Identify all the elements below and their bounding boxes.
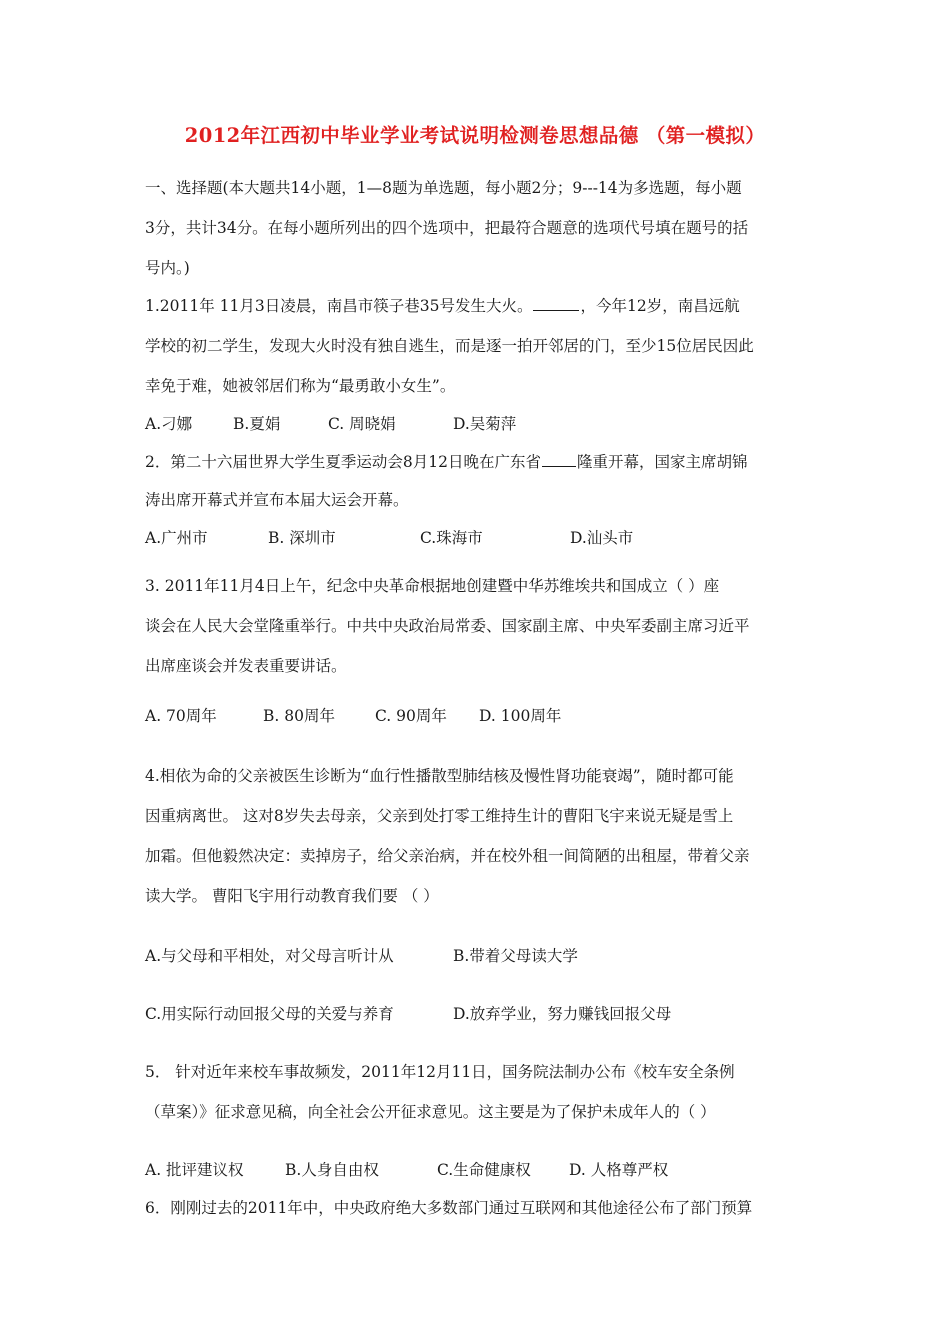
question-1-options [145,414,805,434]
question-2-options [145,528,805,548]
question-4-line-4: 读大学。 曹阳飞宇用行动教育我们要 （ ） [145,887,439,905]
option-d: D.汕头市 [570,529,634,547]
option-d: D. 100周年 [479,707,562,725]
question-2-line-2: 涛出席开幕式并宣布本届大运会开幕。 [145,491,409,509]
option-c: C.用实际行动回报父母的关爱与养育 [145,1005,394,1023]
option-b: B. 深圳市 [268,529,336,547]
answer-blank [542,452,576,467]
option-c: C. 90周年 [375,707,447,725]
question-6-line-1: 6．刚刚过去的2011年中，中央政府绝大多数部门通过互联网和其他途径公布了部门预算 [145,1199,753,1217]
option-b: B.人身自由权 [285,1161,379,1179]
question-2-line-1 [145,452,747,472]
question-3-line-1: 3. 2011年11月4日上午，纪念中央革命根据地创建暨中华苏维埃共和国成立（ ）座 [145,577,720,595]
question-5-line-2: （草案）》征求意见稿，向全社会公开征求意见。这主要是为了保护未成年人的（ ） [145,1103,716,1121]
question-2-text-b: 隆重开幕，国家主席胡锦 [576,453,748,471]
option-c: C.珠海市 [420,529,483,547]
exam-title: 2012年江西初中毕业学业考试说明检测卷思想品德 （第一模拟） [184,124,766,147]
option-a: A. 70周年 [145,707,217,725]
section-instructions-line-2: 3分，共计34分。在每小题所列出的四个选项中，把最符合题意的选项代号填在题号的括 [145,219,749,237]
question-4-line-3: 加霜。但他毅然决定：卖掉房子，给父亲治病，并在校外租一间简陋的出租屋，带着父亲 [145,847,750,865]
question-3-line-2: 谈会在人民大会堂隆重举行。中共中央政治局常委、国家副主席、中央军委副主席习近平 [145,617,750,635]
option-d: D. 人格尊严权 [569,1161,669,1179]
option-d: D.吴菊萍 [453,415,517,433]
question-3-options [145,706,805,726]
option-c: C.生命健康权 [437,1161,531,1179]
option-b: B. 80周年 [263,707,335,725]
question-3-line-3: 出席座谈会并发表重要讲话。 [145,657,347,675]
option-d: D.放弃学业，努力赚钱回报父母 [453,1005,672,1023]
question-4-line-1: 4.相依为命的父亲被医生诊断为“血行性播散型肺结核及慢性肾功能衰竭”，随时都可能 [145,767,734,785]
option-a: A.刁娜 [145,415,193,433]
question-5-options [145,1160,805,1180]
answer-blank [533,296,579,311]
question-4-line-2: 因重病离世。 这对8岁失去母亲，父亲到处打零工维持生计的曹阳飞宇来说无疑是雪上 [145,807,734,825]
option-a: A.广州市 [145,529,208,547]
option-a: A. 批评建议权 [145,1161,244,1179]
question-1-text-b: ，今年12岁，南昌远航 [580,297,740,315]
section-instructions-line-3: 号内。) [145,259,190,277]
question-4-options-row-1 [145,946,805,966]
section-instructions-line-1: 一、选择题(本大题共14小题，1—8题为单选题，每小题2分；9---14为多选题，每小题 [145,179,742,197]
option-b: B.带着父母读大学 [453,947,578,965]
question-1-text-a: 1.2011年 11月3日凌晨，南昌市筷子巷35号发生大火。 [145,297,533,315]
question-5-line-1: 5． 针对近年来校车事故频发，2011年12月11日，国务院法制办公布《校车安全条例 [145,1063,735,1081]
option-a: A.与父母和平相处，对父母言听计从 [145,947,394,965]
question-1-line-2: 学校的初二学生，发现大火时没有独自逃生，而是逐一拍开邻居的门，至少15位居民因此 [145,337,754,355]
option-b: B.夏娟 [233,415,281,433]
question-1-line-3: 幸免于难，她被邻居们称为“最勇敢小女生”。 [145,377,456,395]
question-4-options-row-2 [145,1004,805,1024]
question-1-line-1 [145,296,740,316]
question-2-text-a: 2．第二十六届世界大学生夏季运动会8月12日晚在广东省 [145,453,541,471]
option-c: C. 周晓娟 [328,415,396,433]
